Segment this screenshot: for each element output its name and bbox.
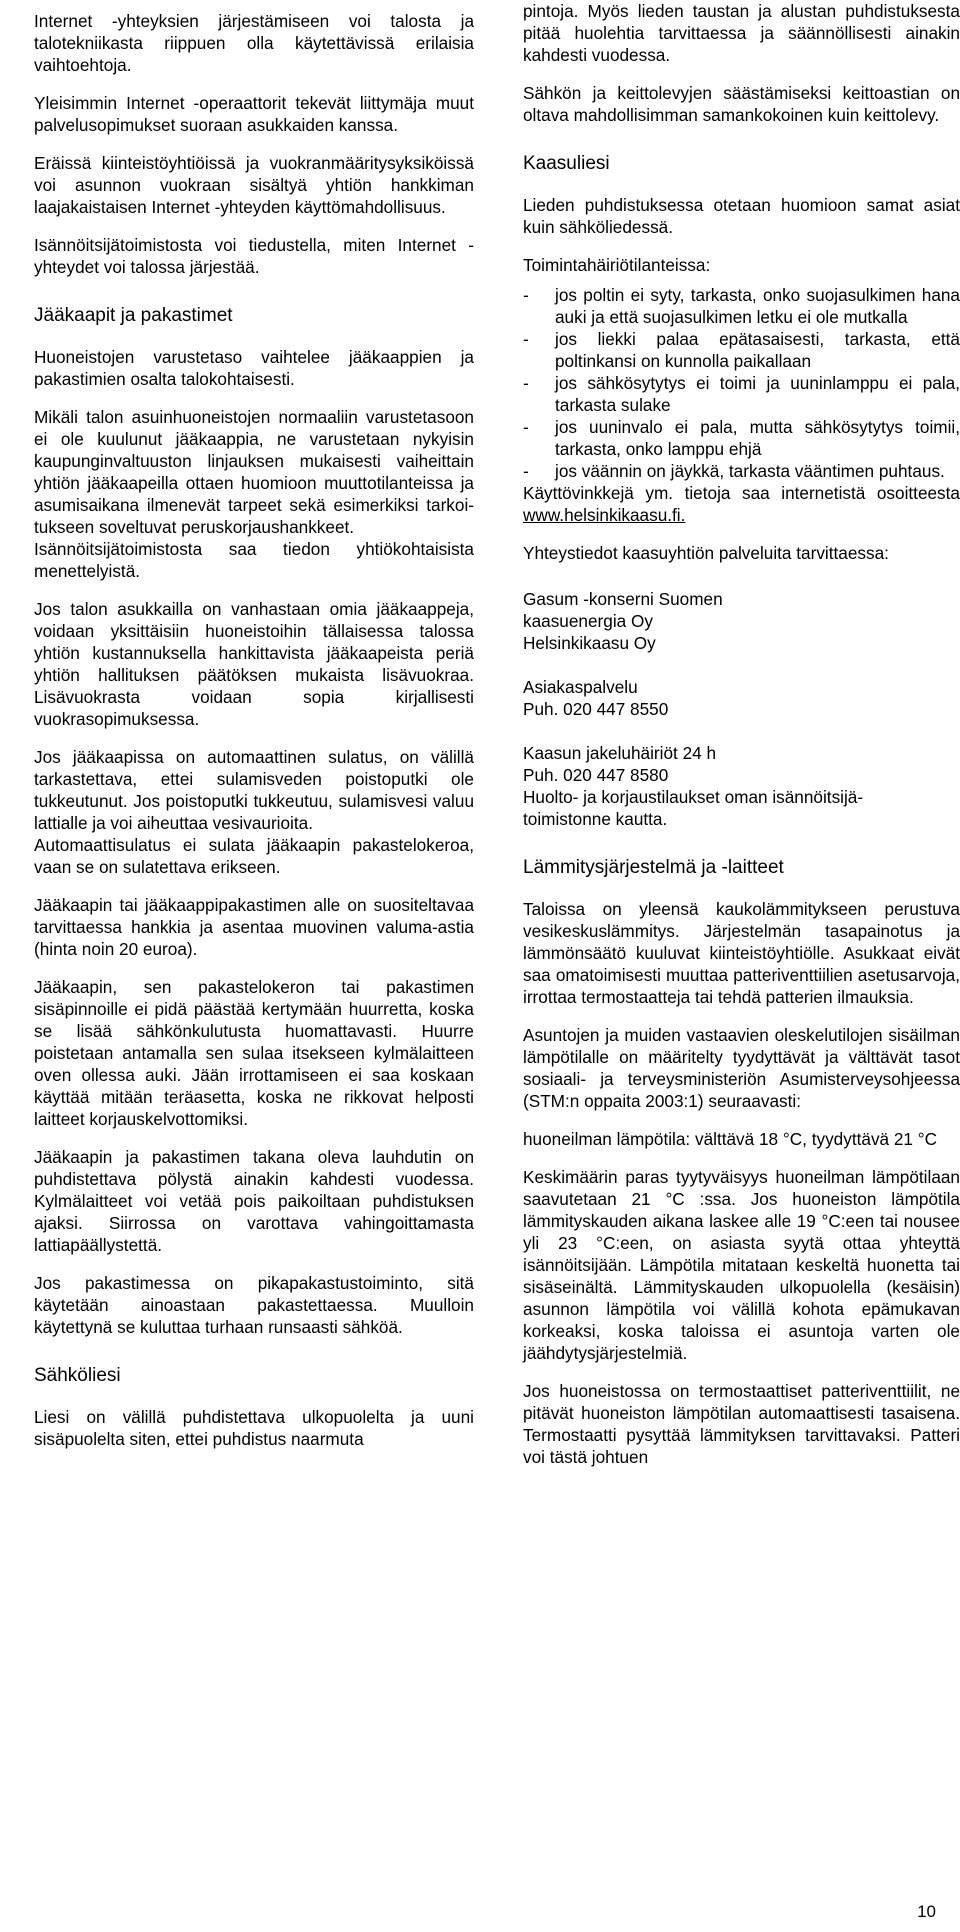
list-item-text: jos poltin ei syty, tarkasta, onko suojasulkimen hana auki ja että suojasulkimen letku ei ole mutkalla [555, 285, 960, 327]
section-heading-electric-stove: Sähköliesi [34, 1365, 121, 1386]
paragraph: Mikäli talon asuinhuoneistojen normaaliin varustetasoon ei ole kuulunut jääkaappia, ne varustetaan nykyisin kaupunginvaltuuston linjauksen mukaisesti vaiheittain yhtiön jääkaapeilla ottaen huomioon muuttotilanteissa ja asumisaikana ilmenevät tarpeet sekä esimerkiksi tarkoitukseen soveltuvat peruskorjaushankkeet. [34, 407, 474, 537]
paragraph: huoneilman lämpötila: välttävä 18 °C, tyydyttävä 21 °C [523, 1129, 938, 1149]
website-text: Käyttövinkkejä ym. tietoja saa internetistä osoitteesta [523, 483, 960, 503]
list-item-text: jos uuninvalo ei pala, mutta sähkösytytys toimii, tarkasta, onko lamppu ehjä [555, 417, 960, 459]
dash-marker: - [523, 285, 529, 305]
paragraph: Isännöitsijätoimistosta voi tiedustella, miten Internet -yhteydet voi talossa järjestää. [34, 235, 474, 277]
page-number: 10 [917, 1902, 936, 1921]
list-item [523, 328, 960, 372]
paragraph: Jos pakastimessa on pikapakastustoiminto, sitä käytetään ainoastaan pakastettaessa. Muulloin käytettynä se kuluttaa turhaan runsaasti sähköä. [34, 1273, 474, 1337]
contact-line: kaasuenergia Oy [523, 611, 653, 631]
paragraph: Lieden puhdistuksessa otetaan huomioon samat asiat kuin sähköliedessä. [523, 195, 960, 237]
paragraph: Huoneistojen varustetaso vaihtelee jääkaappien ja pakastimien osalta talokohtaisesti. [34, 347, 474, 389]
contact-line: Gasum -konserni Suomen [523, 589, 723, 609]
dash-marker: - [523, 329, 529, 349]
paragraph: Jääkaapin ja pakastimen takana oleva lauhdutin on puhdistettava pölystä ainakin kahdesti vuodessa. Kylmälaitteet voi vetää pois paikoiltaan puhdistuksen ajaksi. Siirrossa on varottava vahingoittamasta lattiapäällystettä. [34, 1147, 474, 1255]
paragraph: Yhteystiedot kaasuyhtiön palveluita tarvittaessa: [523, 543, 889, 563]
section-heading-gas-stove: Kaasuliesi [523, 153, 610, 174]
troubleshooting-list [523, 284, 960, 482]
dash-marker: - [523, 373, 529, 393]
paragraph: Jos jääkaapissa on automaattinen sulatus, on välillä tarkastettava, ettei sulamisveden poistoputki ole tukkeutunut. Jos poistoputki tukkeutuu, sulamisvesi valuu lattialle ja voi aiheuttaa vesivaurioita. [34, 747, 474, 833]
paragraph: Automaattisulatus ei sulata jääkaapin pakastelokeroa, vaan se on sulatettava erikseen. [34, 835, 474, 877]
paragraph: Jos talon asukkailla on vanhastaan omia jääkaappeja, voidaan yksittäisiin huoneistoihin tällaisessa talossa yhtiön kustannuksella hankittavista jääkaapeista periä yhtiön hallituksen päätöksen mukaista lisävuokraa. Lisävuokrasta voidaan sopia kirjallisesti vuokrasopimuksessa. [34, 599, 474, 729]
contact-block-disruptions [523, 742, 960, 830]
contact-line: Helsinkikaasu Oy [523, 633, 656, 653]
list-item-text: jos liekki palaa epätasaisesti, tarkasta, että poltinkansi on kunnolla paikallaan [555, 329, 960, 371]
list-item-text: jos väännin on jäykkä, tarkasta vääntimen puhtaus. [555, 461, 945, 481]
list-item [523, 284, 960, 328]
paragraph: Taloissa on yleensä kaukolämmitykseen perustuva vesikeskuslämmitys. Järjestelmän tasapainotus ja lämmönsäätö kuuluvat kiinteistöyhtiölle. Asukkaat eivät saa omatoimisesti muuttaa patteriventtiilien asetusarvoja, irrottaa termostaatteja tai tehdä patterien ilmauksia. [523, 899, 960, 1007]
paragraph: Sähkön ja keittolevyjen säästämiseksi keittoastian on oltava mahdollisimman samankokoinen kuin keittolevy. [523, 83, 960, 125]
contact-line: Asiakaspalvelu [523, 677, 638, 697]
paragraph: Keskimäärin paras tyytyväisyys huoneilman lämpötilaan saavutetaan 21 °C :ssa. Jos huoneiston lämpötila lämmityskauden aikana laskee alle 19 °C:een tai nousee yli 23 °C:een, on asiasta syytä ottaa yhteyttä isännöitsijään. Lämpötila mitataan keskeltä huonetta tai sisäseinältä. Lämmityskauden ulkopuolella (kesäisin) asunnon lämpötila voi välillä kohota epämukavan korkeaksi, koska taloissa ei asuntoja varten ole jäähdytysjärjestelmiä. [523, 1167, 960, 1363]
dash-marker: - [523, 461, 529, 481]
contact-line: Puh. 020 447 8550 [523, 699, 669, 719]
dash-marker: - [523, 417, 529, 437]
section-heading-fridges: Jääkaapit ja pakastimet [34, 305, 233, 326]
contact-line: Puh. 020 447 8580 [523, 765, 669, 785]
right-column [523, 0, 960, 1484]
paragraph: Jääkaapin tai jääkaappipakastimen alle on suositeltavaa tarvittaessa hankkia ja asentaa muovinen valuma-astia (hinta noin 20 euroa). [34, 895, 474, 959]
paragraph: Liesi on välillä puhdistettava ulkopuolelta ja uuni sisäpuolelta siten, ettei puhdistus naarmuta [34, 1407, 474, 1449]
section-heading-heating: Lämmitysjärjestelmä ja -laitteet [523, 857, 784, 878]
paragraph [523, 482, 960, 526]
paragraph: Isännöitsijätoimistosta saa tiedon yhtiökohtaisista menettelyistä. [34, 539, 474, 581]
contact-block-company [523, 588, 960, 654]
paragraph: Yleisimmin Internet -operaattorit tekevät liittymäja muut palvelusopimukset suoraan asukkaiden kanssa. [34, 93, 474, 135]
contact-block-customer-service [523, 676, 960, 720]
left-column [34, 10, 474, 1466]
contact-line: Huolto- ja korjaustilaukset oman isännöitsijä- [523, 787, 864, 807]
paragraph: Jos huoneistossa on termostaattiset patteriventtiilit, ne pitävät huoneiston lämpötilan automaattisesti tasaisena. Termostaatti pysyttää lämmityksen tarvittavaksi. Patteri voi tästä johtuen [523, 1381, 960, 1467]
list-item [523, 416, 960, 460]
list-item-text: jos sähkösytytys ei toimi ja uuninlamppu ei pala, tarkasta sulake [555, 373, 960, 415]
paragraph: Internet -yhteyksien järjestämiseen voi talosta ja talotekniikasta riippuen olla käytettävissä erilaisia vaihtoehtoja. [34, 11, 474, 75]
paragraph: pintoja. Myös lieden taustan ja alustan puhdistuksesta pitää huolehtia tarvittaessa ja säännöllisesti ainakin kahdesti vuodessa. [523, 1, 960, 65]
paragraph: Asuntojen ja muiden vastaavien oleskelutilojen sisäilman lämpötilalle on määritelty tyydyttävät ja välttävät tasot sosiaali- ja terveysministeriön Asumisterveysohjeessa (STM:n oppaita 2003:1) seuraavasti: [523, 1025, 960, 1111]
paragraph: Eräissä kiinteistöyhtiöissä ja vuokranmääritysyksiköissä voi asunnon vuokraan sisältyä yhtiön hankkiman laajakaistaisen Internet -yhteyden käyttömahdollisuus. [34, 153, 474, 217]
contact-line: Kaasun jakeluhäiriöt 24 h [523, 743, 717, 763]
list-item [523, 460, 960, 482]
paragraph: Toimintahäiriötilanteissa: [523, 255, 711, 275]
website-link[interactable]: www.helsinkikaasu.fi. [523, 505, 686, 525]
list-item [523, 372, 960, 416]
contact-line: toimistonne kautta. [523, 809, 668, 829]
paragraph: Jääkaapin, sen pakastelokeron tai pakastimen sisäpinnoille ei pidä päästää kertymään huurretta, koska se lisää sähkönkulutusta huomattavasti. Huurre poistetaan antamalla sen sulaa itsekseen kylmälaitteen oven ollessa auki. Jään irrottamiseen ei saa koskaan käyttää mitään teräasetta, koska ne rikkovat helposti laitteet korjauskelvottomiksi. [34, 977, 474, 1129]
